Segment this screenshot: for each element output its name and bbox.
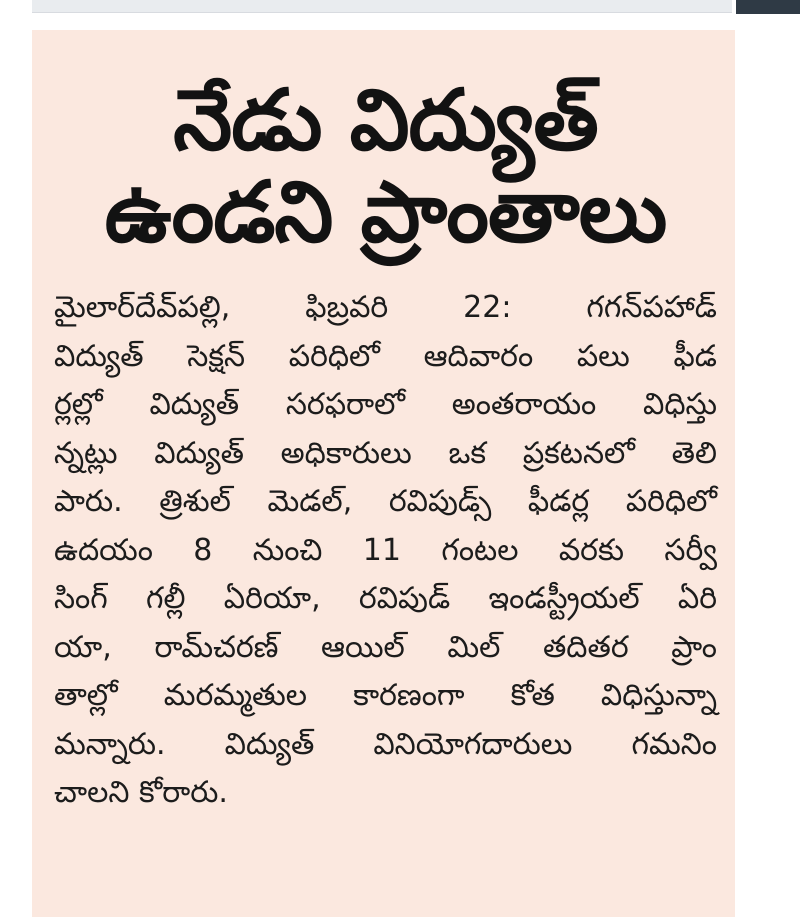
top-toolbar-strip <box>32 0 732 13</box>
headline-line-1: నేడు విద్యుత్ <box>173 71 598 169</box>
body-line: న్నట్లు విద్యుత్ అధికారులు ఒక ప్రకటనలో తెలి <box>54 435 717 471</box>
body-line: విద్యుత్ సెక్షన్ పరిధిలో ఆదివారం పలు ఫీడ <box>54 338 717 374</box>
article-body <box>54 284 717 818</box>
body-line: చాలని కోరారు. <box>54 775 228 810</box>
body-line: యా, రామ్‌చరణ్ ఆయిల్ మిల్ తదితర ప్రాం <box>54 629 717 665</box>
body-line: ఉదయం 8 నుంచి 11 గంటల వరకు సర్వీ <box>54 532 717 568</box>
body-line: తాల్లో మరమ్మతుల కారణంగా కోత విధిస్తున్నా <box>54 678 717 713</box>
news-clipping <box>32 30 735 917</box>
headline-line-2: ఉండని ప్రాంతాలు <box>104 163 667 261</box>
top-right-block <box>736 0 800 14</box>
body-line: మన్నారు. విద్యుత్ వినియోగదారులు గమనిం <box>54 726 717 762</box>
headline <box>54 71 717 261</box>
body-line: మైలార్‌దేవ్‌పల్లి, ఫిబ్రవరి 22: గగన్‌పహాడ్ <box>54 290 717 325</box>
body-line: సింగ్ గల్లీ ఏరియా, రవిపుడ్ ఇండస్ట్రీయల్ ఏరి <box>54 581 717 616</box>
body-line: పారు. త్రిశుల్ మెడల్, రవిపుడ్స్ ఫీడర్ల పరిధిలో <box>54 484 717 519</box>
body-line: ర్లల్లో విద్యుత్ సరఫరాలో అంతరాయం విధిస్తు <box>54 387 717 422</box>
